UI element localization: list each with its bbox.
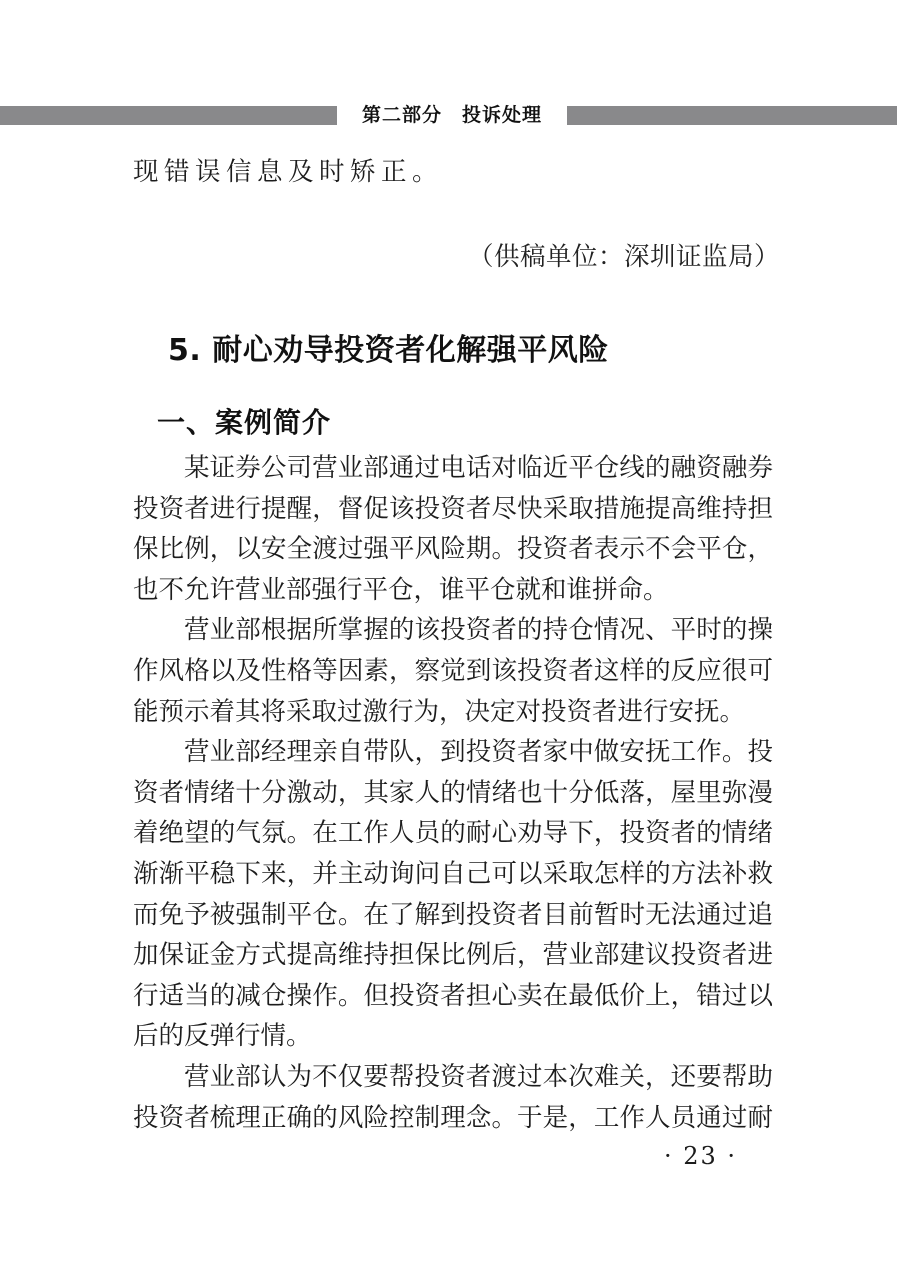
text-line: 投资者进行提醒，督促该投资者尽快采取措施提高维持担 <box>133 493 773 524</box>
text-line: 能预示着其将采取过激行为，决定对投资者进行安抚。 <box>133 696 746 727</box>
text-line: 投资者梳理正确的风险控制理念。于是，工作人员通过耐 <box>133 1102 773 1133</box>
text-line: 也不允许营业部强行平仓，谁平仓就和谁拼命。 <box>133 574 669 605</box>
header-rule-left <box>0 106 337 125</box>
text-line: 渐渐平稳下来，并主动询问自己可以采取怎样的方法补救 <box>133 858 773 889</box>
text-line: 作风格以及性格等因素，察觉到该投资者这样的反应很可 <box>133 655 773 686</box>
text-line: 加保证金方式提高维持担保比例后，营业部建议投资者进 <box>133 940 773 971</box>
running-header-title: 第二部分 投诉处理 <box>361 104 542 126</box>
page-number: · 23 · <box>663 1142 737 1170</box>
body-paragraphs <box>133 448 773 1138</box>
paragraph-continuation: 现错误信息及时矫正。 <box>133 157 444 187</box>
text-line: 保比例，以安全渡过强平风险期。投资者表示不会平仓， <box>133 534 773 565</box>
attribution-line: （供稿单位：深圳证监局） <box>467 242 780 272</box>
text-line: 行适当的减仓操作。但投资者担心卖在最低价上，错过以 <box>133 980 773 1011</box>
subsection-title: 一、案例简介 <box>157 406 332 439</box>
text-line: 而免予被强制平仓。在了解到投资者目前暂时无法通过追 <box>133 899 773 930</box>
text-line: 营业部认为不仅要帮投资者渡过本次难关，还要帮助 <box>184 1061 773 1092</box>
text-line: 某证券公司营业部通过电话对临近平仓线的融资融券 <box>184 453 773 483</box>
text-line: 着绝望的气氛。在工作人员的耐心劝导下，投资者的情绪 <box>133 818 773 849</box>
text-line: 后的反弹行情。 <box>133 1021 312 1052</box>
text-line: 营业部根据所掌握的该投资者的持仓情况、平时的操 <box>184 615 773 646</box>
text-line: 营业部经理亲自带队，到投资者家中做安抚工作。投 <box>184 737 773 768</box>
case-title: 5. 耐心劝导投资者化解强平风险 <box>168 333 609 368</box>
header-rule-right <box>567 106 897 125</box>
text-line: 资者情绪十分激动，其家人的情绪也十分低落，屋里弥漫 <box>133 777 773 808</box>
